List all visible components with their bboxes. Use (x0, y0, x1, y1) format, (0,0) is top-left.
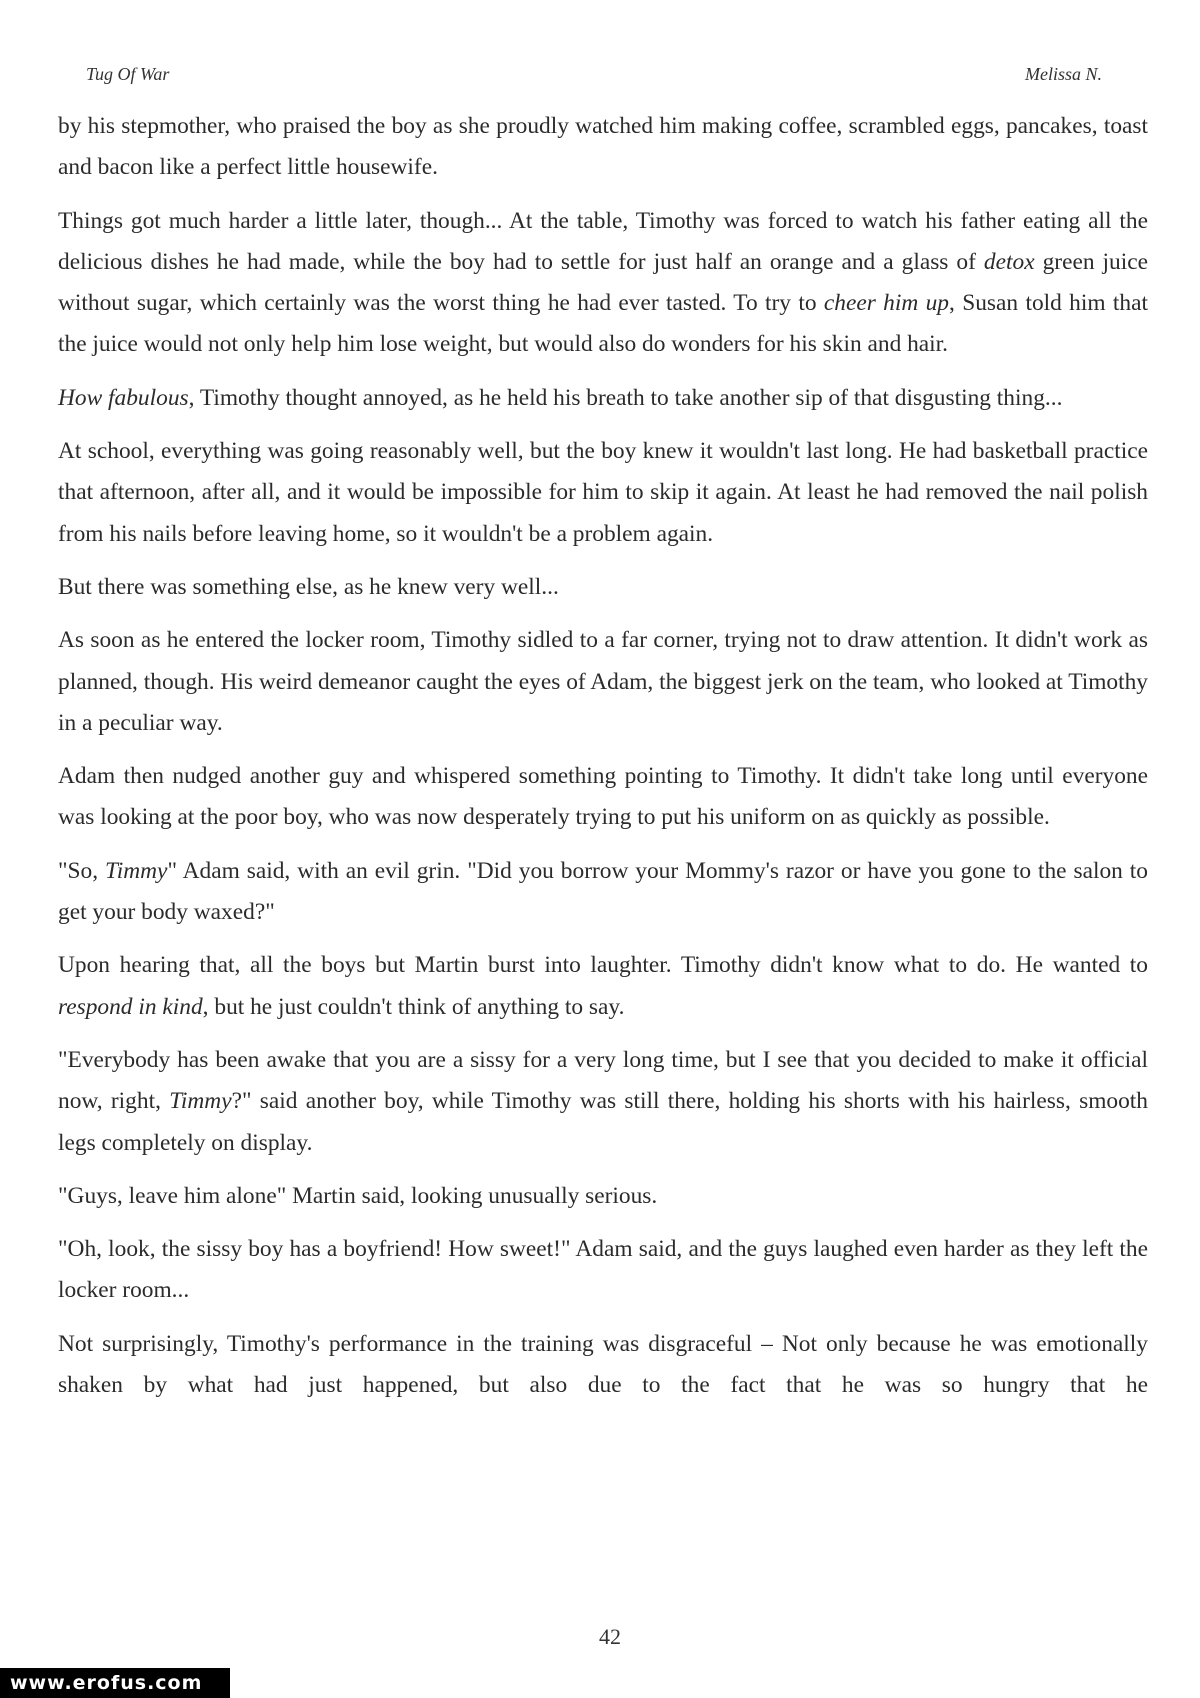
text-run: Upon hearing that, all the boys but Martin burst into laughter. Timothy didn't know what to do. He wanted to (58, 952, 1148, 979)
paragraph (58, 620, 1148, 744)
text-run: "Everybody has been awake that you are a sissy for a very long time, but I see that you decided to make it official now, right, (58, 1046, 1148, 1115)
italic-run: How fabulous (58, 384, 189, 411)
text-run: "So, (58, 857, 106, 884)
paragraph (58, 1176, 1148, 1217)
text-run: Things got much harder a little later, though... At the table, Timothy was forced to watch his father eating all the delicious dishes he had made, while the boy had to settle for just half an orange and a glass of (58, 207, 1148, 275)
book-title: Tug Of War (86, 64, 170, 84)
italic-run: respond in kind (58, 993, 203, 1020)
site-watermark: www.erofus.com (0, 1668, 230, 1698)
text-run: "Oh, look, the sissy boy has a boyfriend! How sweet!" Adam said, and the guys laughed even harder as they left the locker room... (58, 1236, 1148, 1304)
paragraph (58, 1040, 1148, 1164)
paragraph (58, 1324, 1148, 1407)
text-run: As soon as he entered the locker room, Timothy sidled to a far corner, trying not to draw attention. It didn't work as planned, though. His weird demeanor caught the eyes of Adam, the biggest jerk on the team, who looked at Timothy in a peculiar way. (58, 627, 1148, 736)
paragraph (58, 851, 1148, 934)
text-run: "Guys, leave him alone" Martin said, looking unusually serious. (58, 1182, 658, 1209)
text-run: , but he just couldn't think of anything to say. (202, 993, 625, 1020)
running-header (86, 64, 1102, 90)
text-run: green juice without sugar, which certainly was the worst thing he had ever tasted. To try to (58, 248, 1148, 317)
text-run: , Susan told him that the juice would not only help him lose weight, but would also do wonders for his skin and hair. (58, 290, 1148, 358)
paragraph (58, 1229, 1148, 1312)
text-run: Not surprisingly, Timothy's performance in the training was disgraceful – Not only because he was emotionally shaken by what had just happened, but also due to the fact that he was so hungry that he (58, 1330, 1148, 1399)
paragraph (58, 756, 1148, 839)
body-text (58, 106, 1148, 1418)
text-run: , Timothy thought annoyed, as he held his breath to take another sip of that disgusting thing... (188, 384, 1063, 411)
paragraph (58, 431, 1148, 555)
italic-run: detox (983, 248, 1035, 275)
text-run: But there was something else, as he knew very well... (58, 573, 559, 600)
paragraph (58, 106, 1148, 189)
paragraph (58, 567, 1148, 608)
text-run: " Adam said, with an evil grin. "Did you borrow your Mommy's razor or have you gone to the salon to get your body waxed?" (58, 857, 1148, 926)
paragraph (58, 378, 1148, 419)
text-run: ?" said another boy, while Timothy was still there, holding his shorts with his hairless, smooth legs completely on display. (58, 1088, 1148, 1156)
page-number: 42 (599, 1624, 621, 1649)
paragraph (58, 945, 1148, 1028)
italic-run: Timmy (105, 857, 168, 884)
italic-run: Timmy (169, 1088, 232, 1115)
italic-run: cheer him up (823, 290, 950, 317)
paragraph (58, 201, 1148, 366)
text-run: Adam then nudged another guy and whispered something pointing to Timothy. It didn't take long until everyone was looking at the poor boy, who was now desperately trying to put his uniform on as quickly as possible. (58, 763, 1148, 831)
text-run: by his stepmother, who praised the boy as she proudly watched him making coffee, scrambled eggs, pancakes, toast and bacon like a perfect little housewife. (58, 113, 1148, 181)
author-name: Melissa N. (1024, 64, 1102, 84)
text-run: At school, everything was going reasonably well, but the boy knew it wouldn't last long. He had basketball practice that afternoon, after all, and it would be impossible for him to skip it again. At least he had removed the nail polish from his nails before leaving home, so it wouldn't be a problem again. (58, 438, 1148, 547)
